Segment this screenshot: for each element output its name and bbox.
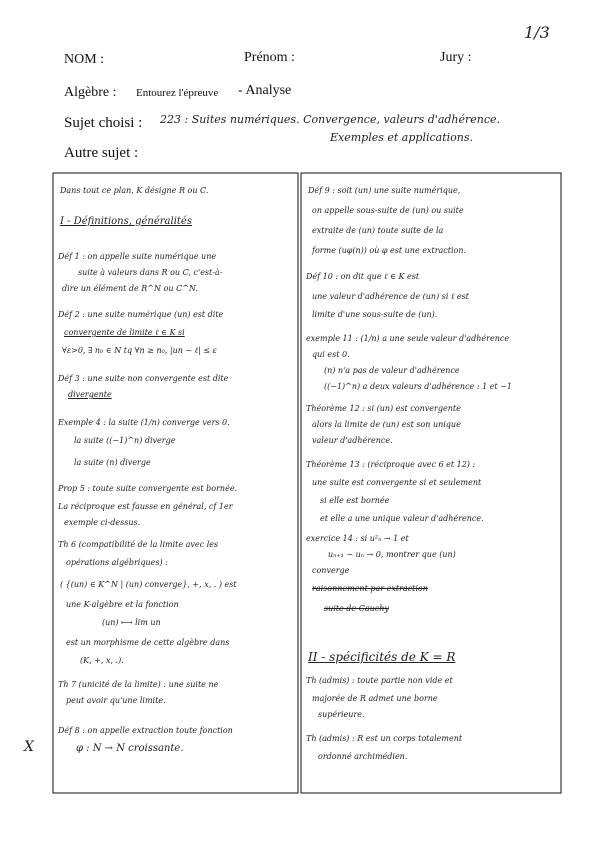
prop5-line1: Prop 5 : toute suite convergente est bornée. bbox=[58, 484, 238, 493]
ex11-line1: exemple 11 : (1/n) a une seule valeur d'adhérence bbox=[306, 334, 510, 343]
ex14-line2: uₙ₊₁ − uₙ → 0, montrer que (un) bbox=[328, 550, 456, 559]
nom-label: NOM : bbox=[64, 52, 105, 67]
th6-line6: est un morphisme de cette algèbre dans bbox=[66, 638, 230, 647]
def8-line1: Déf 8 : on appelle extraction toute fonction bbox=[58, 726, 233, 735]
th-admis1-line1: Th (admis) : toute partie non vide et bbox=[306, 676, 453, 685]
ex11-line3: (n) n'a pas de valeur d'adhérence bbox=[324, 366, 460, 375]
def1-line1: Déf 1 : on appelle suite numérique une bbox=[58, 252, 217, 261]
jury-label: Jury : bbox=[440, 50, 472, 65]
th6-line7: (K, +, x, .). bbox=[80, 656, 124, 665]
th12-line1: Théorème 12 : si (un) est convergente bbox=[306, 404, 461, 413]
def9-line4: forme (uφ(n)) où φ est une extraction. bbox=[312, 246, 467, 255]
ex14-line1: exercice 14 : si u²ₙ → 1 et bbox=[306, 534, 409, 543]
def2-line2: convergente de limite ℓ ∈ K si bbox=[64, 328, 185, 337]
ex14-line3: converge bbox=[312, 566, 350, 575]
ex11-line4: ((−1)^n) a deux valeurs d'adhérence : 1 et −1 bbox=[324, 382, 512, 391]
th-admis1-line2: majorée de R admet une borne bbox=[312, 694, 438, 703]
sujet-title-line1: 223 : Suites numériques. Convergence, valeurs d'adhérence. bbox=[160, 113, 501, 126]
th7-line1: Th 7 (unicité de la limite) : une suite ne bbox=[58, 680, 219, 689]
th6-line1: Th 6 (compatibilité de la limite avec les bbox=[58, 540, 219, 549]
def1-line2: suite à valeurs dans R ou C, c'est-à- bbox=[78, 268, 223, 277]
th12-line3: valeur d'adhérence. bbox=[312, 436, 393, 445]
def2-line3: ∀ε>0, ∃ n₀ ∈ N tq ∀n ≥ n₀, |un − ℓ| ≤ ε bbox=[62, 346, 217, 355]
crossed-out-line1: raisonnement par extraction bbox=[312, 584, 428, 593]
autre-label: Autre sujet : bbox=[64, 145, 139, 161]
def9-line3: extraite de (un) toute suite de la bbox=[312, 226, 444, 235]
def8-line2: φ : N → N croissante. bbox=[76, 743, 184, 754]
th12-line2: alors la limite de (un) est son unique bbox=[312, 420, 461, 429]
th6-line3: ( {(un) ∈ K^N | (un) converge}, +, x, . ) est bbox=[60, 580, 237, 589]
def10-line2: une valeur d'adhérence de (un) si ℓ est bbox=[312, 292, 469, 301]
def1-line3: dire un élément de R^N ou C^N. bbox=[62, 284, 198, 293]
algebre-label: Algèbre : bbox=[64, 85, 117, 100]
th13-line4: et elle a une unique valeur d'adhérence. bbox=[320, 514, 484, 523]
section-1-title: I - Définitions, généralités bbox=[60, 216, 192, 227]
analyse-label: - Analyse bbox=[238, 83, 292, 98]
ex4-line2: la suite ((−1)^n) diverge bbox=[74, 436, 176, 445]
epreuve-label: Entourez l'épreuve bbox=[136, 87, 219, 99]
def9-line1: Déf 9 : soit (un) une suite numérique, bbox=[308, 186, 461, 195]
margin-mark: X bbox=[24, 739, 34, 755]
th13-line1: Théorème 13 : (réciproque avec 6 et 12) : bbox=[306, 460, 476, 469]
prop5-line2: La réciproque est fausse en général, cf 1er bbox=[58, 502, 233, 511]
crossed-out-line2: suite de Cauchy bbox=[324, 604, 389, 613]
sujet-title-line2: Exemples et applications. bbox=[330, 131, 473, 144]
intro-text: Dans tout ce plan, K désigne R ou C. bbox=[60, 186, 209, 195]
th6-line2: opérations algébriques) : bbox=[66, 558, 168, 567]
th6-line4: une K-algèbre et la fonction bbox=[66, 600, 179, 609]
sujet-label: Sujet choisi : bbox=[64, 115, 143, 131]
def10-line3: limite d'une sous-suite de (un). bbox=[312, 310, 438, 319]
def9-line2: on appelle sous-suite de (un) ou suite bbox=[312, 206, 464, 215]
prop5-line3: exemple ci-dessus. bbox=[64, 518, 141, 527]
ex11-line2: qui est 0. bbox=[312, 350, 350, 359]
ex4-line1: Exemple 4 : la suite (1/n) converge vers 0. bbox=[58, 418, 230, 427]
th13-line2: une suite est convergente si et seulement bbox=[312, 478, 482, 487]
th-admis2-line2: ordonné archimédien. bbox=[318, 752, 408, 761]
th7-line2: peut avoir qu'une limite. bbox=[66, 696, 166, 705]
th-admis1-line3: supérieure. bbox=[318, 710, 365, 719]
th-admis2-line1: Th (admis) : R est un corps totalement bbox=[306, 734, 463, 743]
th6-line5: (un) ⟼ lim un bbox=[102, 618, 161, 627]
th13-line3: si elle est bornée bbox=[320, 496, 390, 505]
section-2-title: II - spécificités de K = R bbox=[308, 650, 456, 664]
def2-line1: Déf 2 : une suite numérique (un) est dite bbox=[58, 310, 224, 319]
def3-line1: Déf 3 : une suite non convergente est dite bbox=[58, 374, 229, 383]
prenom-label: Prénom : bbox=[244, 50, 295, 65]
def10-line1: Déf 10 : on dit que ℓ ∈ K est bbox=[306, 272, 420, 281]
def3-line2: divergente bbox=[68, 390, 112, 399]
ex4-line3: la suite (n) diverge bbox=[74, 458, 151, 467]
page-number: 1/3 bbox=[524, 23, 550, 42]
